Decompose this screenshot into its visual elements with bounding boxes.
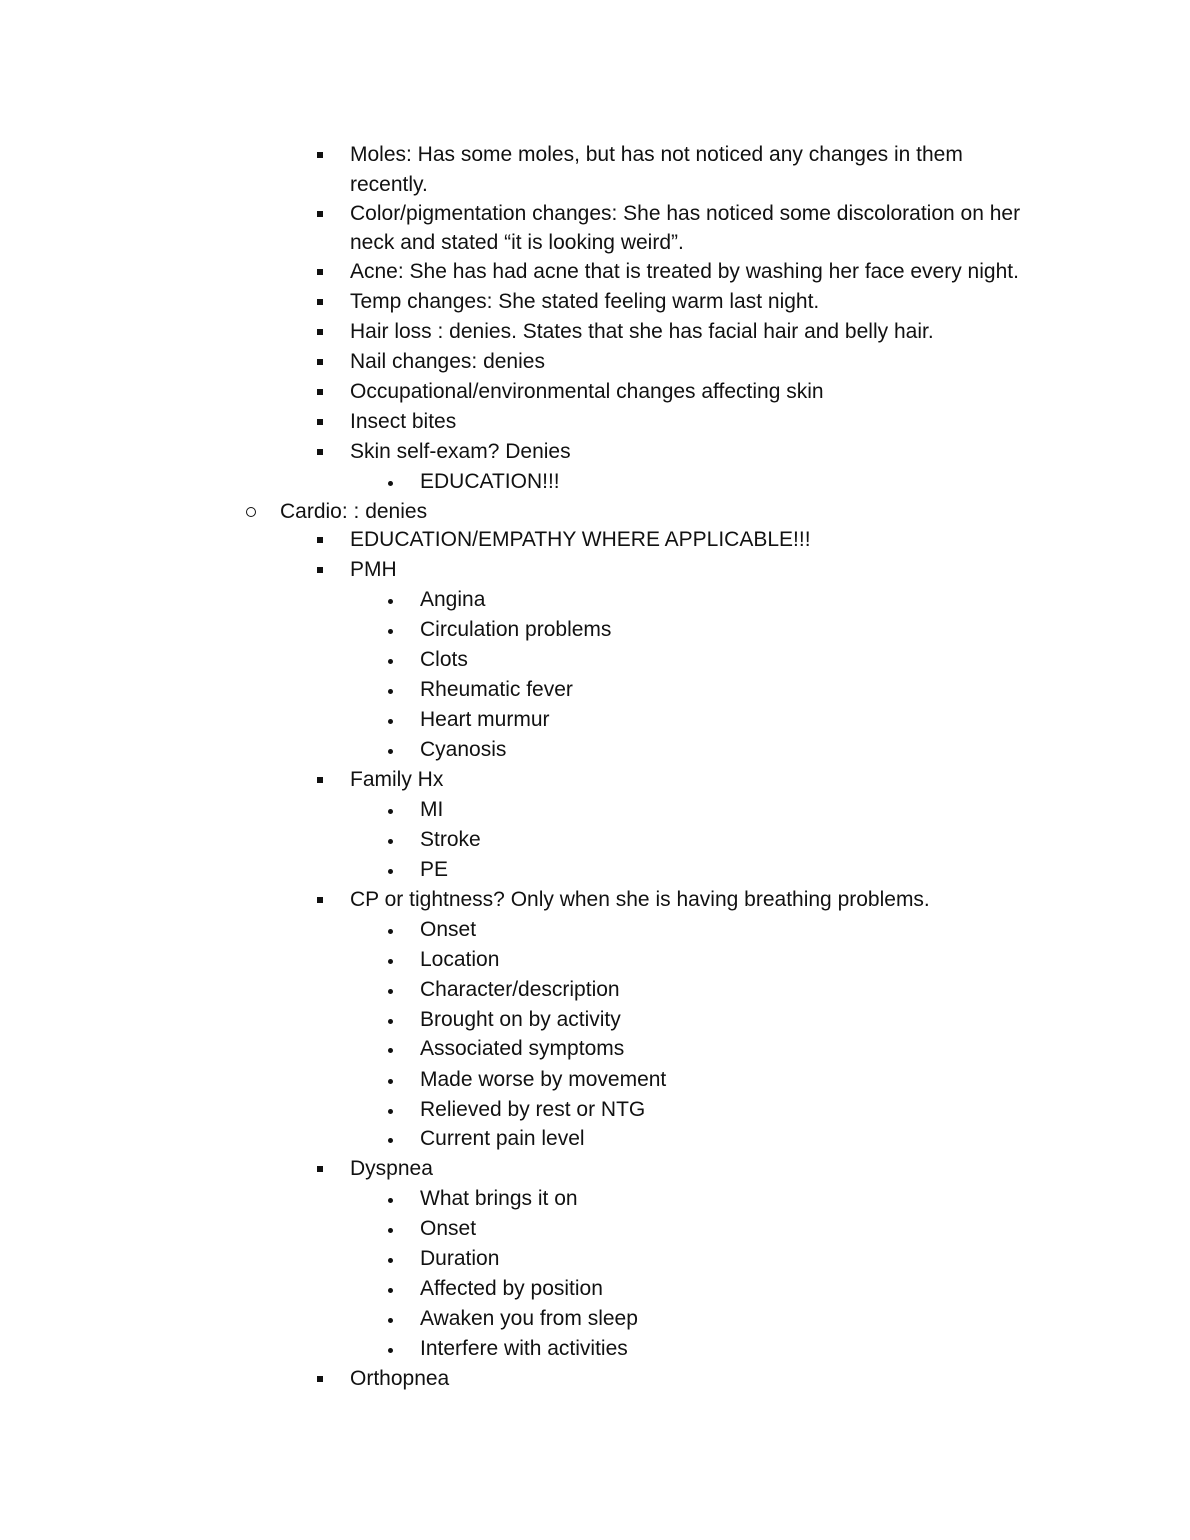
list-item-text: PMH [350,558,397,581]
list-item-text: Duration [420,1247,500,1270]
list-item-text: CP or tightness? Only when she is having breathing problems. [350,888,930,911]
list-item-text: EDUCATION/EMPATHY WHERE APPLICABLE!!! [350,528,811,551]
list-item-text: Dyspnea [350,1157,433,1180]
list-item-text: Relieved by rest or NTG [420,1098,646,1121]
square-bullet-icon [317,777,323,783]
list-item-text: Interfere with activities [420,1337,628,1360]
list-item-text: Angina [420,588,486,611]
square-bullet-icon [317,329,323,335]
list-item-text: Orthopnea [350,1367,450,1390]
list-item-text: EDUCATION!!! [420,470,560,493]
square-bullet-icon [317,211,323,217]
list-item-text: Onset [420,918,477,941]
round-bullet-icon [388,719,393,724]
round-bullet-icon [388,481,393,486]
square-bullet-icon [317,1166,323,1172]
square-bullet-icon [317,537,323,543]
square-bullet-icon [317,299,323,305]
round-bullet-icon [388,599,393,604]
round-bullet-icon [388,1228,393,1233]
round-bullet-icon [388,659,393,664]
list-item-text: Family Hx [350,768,444,791]
round-bullet-icon [388,1318,393,1323]
round-bullet-icon [388,839,393,844]
list-item-text: Location [420,948,500,971]
round-bullet-icon [388,1048,393,1053]
list-item-text: Awaken you from sleep [420,1307,638,1330]
round-bullet-icon [388,629,393,634]
list-item-text: Associated symptoms [420,1037,625,1060]
list-item-text: Cyanosis [420,738,507,761]
square-bullet-icon [317,1376,323,1382]
list-item-text: Skin self-exam? Denies [350,440,571,463]
list-item-text: Current pain level [420,1127,585,1150]
list-item-text: Temp changes: She stated feeling warm last night. [350,290,820,313]
round-bullet-icon [388,809,393,814]
round-bullet-icon [388,869,393,874]
list-item-text: Heart murmur [420,708,550,731]
round-bullet-icon [388,989,393,994]
square-bullet-icon [317,449,323,455]
square-bullet-icon [317,359,323,365]
list-item-text: MI [420,798,444,821]
list-item-text: Color/pigmentation changes: She has noticed some discoloration on her [350,202,1021,225]
round-bullet-icon [388,1079,393,1084]
list-item-text: Insect bites [350,410,457,433]
list-item-text: PE [420,858,449,881]
list-item-text: Affected by position [420,1277,603,1300]
square-bullet-icon [317,419,323,425]
list-item-text: Hair loss : denies. States that she has facial hair and belly hair. [350,320,934,343]
list-item-text: Circulation problems [420,618,612,641]
round-bullet-icon [388,1019,393,1024]
round-bullet-icon [388,1288,393,1293]
round-bullet-icon [388,1348,393,1353]
list-item-text: Occupational/environmental changes affecting skin [350,380,824,403]
list-item-text: Made worse by movement [420,1068,667,1091]
list-item-text: Nail changes: denies [350,350,545,373]
square-bullet-icon [317,389,323,395]
list-item-text: Clots [420,648,468,671]
section-heading-text: Cardio: : denies [280,500,428,523]
list-item-text: recently. [350,173,428,196]
list-item-text: Rheumatic fever [420,678,573,701]
list-item-text: What brings it on [420,1187,578,1210]
list-item-text: Stroke [420,828,481,851]
round-bullet-icon [388,929,393,934]
square-bullet-icon [317,269,323,275]
round-bullet-icon [388,1138,393,1143]
round-bullet-icon [388,749,393,754]
round-bullet-icon [388,959,393,964]
list-item-text: Brought on by activity [420,1008,621,1031]
list-item-text: Onset [420,1217,477,1240]
circle-bullet-icon [246,507,256,517]
list-item-text: Character/description [420,978,620,1001]
list-item-text: neck and stated “it is looking weird”. [350,231,684,254]
list-item-text: Acne: She has had acne that is treated by washing her face every night. [350,260,1019,283]
list-item-text: Moles: Has some moles, but has not noticed any changes in them [350,143,963,166]
round-bullet-icon [388,1109,393,1114]
square-bullet-icon [317,152,323,158]
square-bullet-icon [317,567,323,573]
round-bullet-icon [388,1198,393,1203]
round-bullet-icon [388,1258,393,1263]
square-bullet-icon [317,897,323,903]
round-bullet-icon [388,689,393,694]
